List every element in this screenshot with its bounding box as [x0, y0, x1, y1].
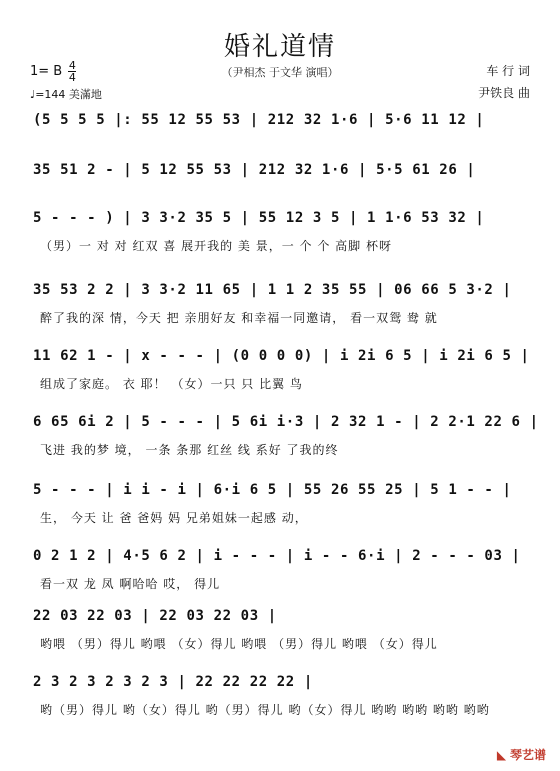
composer-credit: 尹铁良 曲 [478, 86, 530, 100]
score-line-notes: 11 62 1 - | x - - - | (0 0 0 0) | i 2i 6 5 | i 2i 6 5 | [33, 348, 530, 364]
time-bottom: 4 [68, 71, 76, 84]
score-line-lyrics: 哟（男）得儿 哟（女）得儿 哟（男）得儿 哟（女）得儿 哟哟 哟哟 哟哟 哟哟 [40, 703, 490, 717]
score-line-lyrics: 组成了家庭。 衣 耶！ （女）一只 只 比翼 鸟 [40, 377, 303, 391]
score-line-lyrics: 醉了我的深 情，今天 把 亲朋好友 和幸福一同邀请， 看一双鸳 鸯 就 [40, 311, 438, 325]
score-line-lyrics: 看一双 龙 凤 啊哈哈 哎， 得儿 [40, 577, 221, 591]
time-top: 4 [68, 59, 76, 72]
logo-mark-icon: ◣ [496, 748, 507, 762]
logo-text: 琴艺谱 [509, 748, 546, 762]
score-line-notes: 5 - - - ) | 3 3·2 35 5 | 55 12 3 5 | 1 1·6 53 32 | [33, 210, 485, 226]
score-line-notes: 2 3 2 3 2 3 2 3 | 22 22 22 22 | [33, 674, 313, 690]
time-signature [68, 60, 76, 83]
key-signature [30, 60, 76, 83]
tempo-marking: ♩=144 美滿地 [30, 88, 102, 101]
score-line-lyrics: （男）一 对 对 红双 喜 展开我的 美 景，一 个 个 高脚 杯呀 [40, 239, 392, 253]
score-line-notes: 22 03 22 03 | 22 03 22 03 | [33, 608, 277, 624]
performers: （尹相杰 于文华 演唱） [221, 66, 339, 79]
site-logo [497, 746, 546, 763]
score-line-notes: 0 2 1 2 | 4·5 6 2 | i - - - | i - - 6·i | 2 - - - 03 | [33, 548, 521, 564]
score-line-notes: (5 5 5 5 |: 55 12 55 53 | 212 32 1·6 | 5·6 11 12 | [33, 112, 485, 128]
score-line-lyrics: 生， 今天 让 爸 爸妈 妈 兄弟姐妹一起感 动， [40, 511, 308, 525]
score-line-lyrics: 飞进 我的梦 境， 一条 条那 红丝 线 系好 了我的终 [40, 443, 339, 457]
score-line-lyrics: 哟喂 （男）得儿 哟喂 （女）得儿 哟喂 （男）得儿 哟喂 （女）得儿 [40, 637, 438, 651]
score-line-notes: 35 51 2 - | 5 12 55 53 | 212 32 1·6 | 5·5 61 26 | [33, 162, 476, 178]
song-title: 婚礼道情 [223, 32, 336, 62]
score-line-notes: 35 53 2 2 | 3 3·2 11 65 | 1 1 2 35 55 | 06 66 5 3·2 | [33, 282, 512, 298]
key-label: 1= B [30, 64, 63, 79]
score-line-notes: 5 - - - | i i - i | 6·i 6 5 | 55 26 55 25 | 5 1 - - | [33, 482, 512, 498]
lyricist-credit: 车 行 词 [486, 64, 530, 78]
score-line-notes: 6 65 6i 2 | 5 - - - | 5 6i i·3 | 2 32 1 - | 2 2·1 22 6 | [33, 414, 539, 430]
